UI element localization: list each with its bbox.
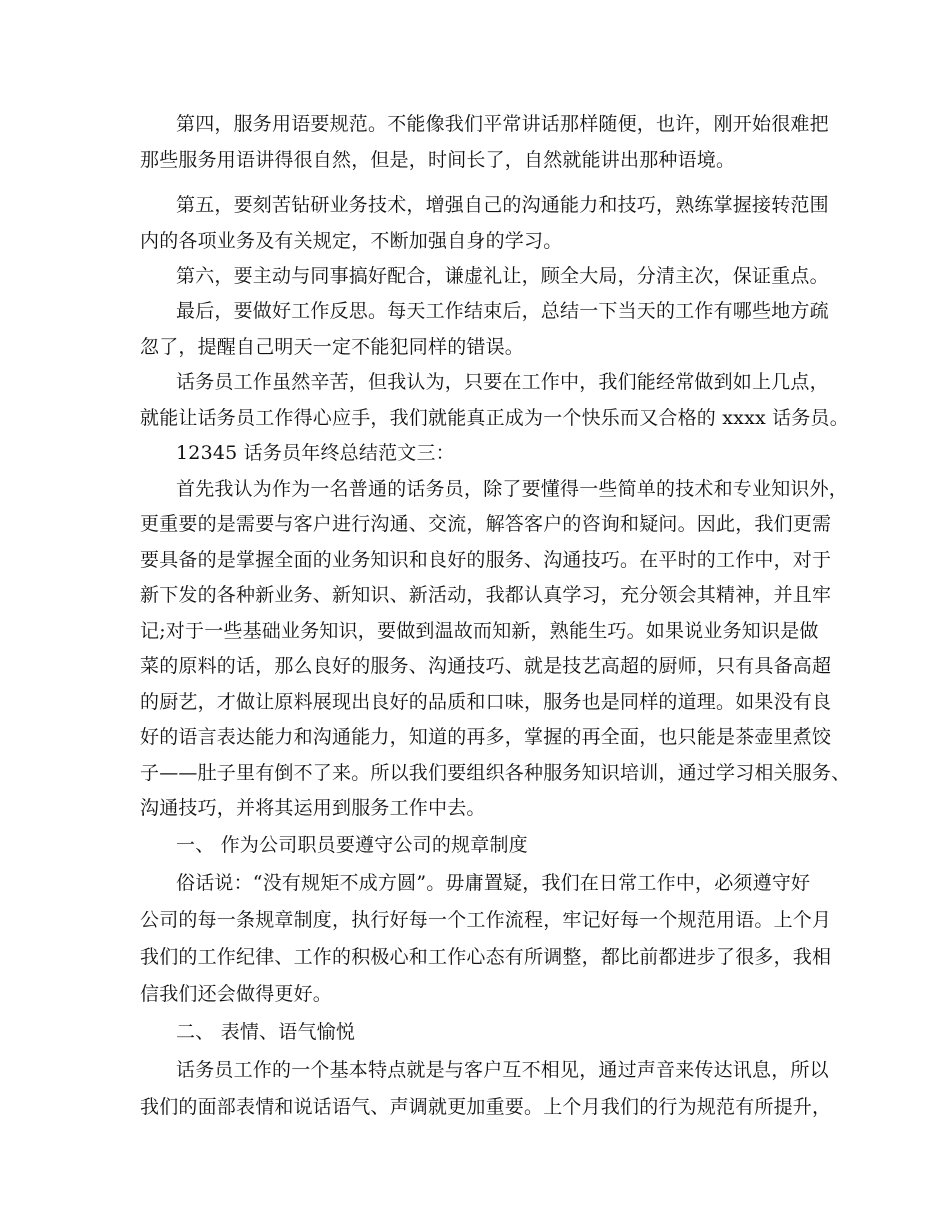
paragraph-line: 沟通技巧，并将其运用到服务工作中去。 <box>140 797 486 819</box>
paragraph-line: 公司的每一条规章制度，执行好每一个工作流程，牢记好每一个规范用语。上个月 <box>140 909 832 931</box>
section-title: 12345 话务员年终总结范文三： <box>176 442 455 464</box>
paragraph-line: 新下发的各种新业务、新知识、新活动，我都认真学习，充分领会其精神，并且牢 <box>140 584 832 606</box>
paragraph-line: 就能让话务员工作得心应手，我们就能真正成为一个快乐而又合格的 xxxx 话务员。 <box>140 407 849 429</box>
paragraph-line: 的厨艺，才做让原料展现出良好的品质和口味，服务也是同样的道理。如果没有良 <box>140 691 832 713</box>
paragraph-line: 记;对于一些基础业务知识，要做到温故而知新，熟能生巧。如果说业务知识是做 <box>140 620 819 642</box>
paragraph-line: 好的语言表达能力和沟通能力，知道的再多，掌握的再全面，也只能是茶壶里煮饺 <box>140 726 832 748</box>
paragraph-line: 话务员工作的一个基本特点就是与客户互不相见，通过声音来传达讯息，所以 <box>176 1059 829 1081</box>
paragraph-line: 那些服务用语讲得很自然，但是，时间长了，自然就能讲出那种语境。 <box>140 149 736 171</box>
paragraph-line: 我们的面部表情和说话语气、声调就更加重要。上个月我们的行为规范有所提升， <box>140 1096 832 1118</box>
paragraph-line: 首先我认为作为一名普通的话务员，除了要懂得一些简单的技术和专业知识外， <box>176 478 849 500</box>
paragraph-line: 我们的工作纪律、工作的积极心和工作心态有所调整，都比前都进步了很多，我相 <box>140 946 832 968</box>
paragraph-line: 忽了，提醒自己明天一定不能犯同样的错误。 <box>140 336 525 358</box>
paragraph-line: 第五，要刻苦钻研业务技术，增强自己的沟通能力和技巧，熟练掌握接转范围 <box>176 194 829 216</box>
paragraph-line: 话务员工作虽然辛苦，但我认为，只要在工作中，我们能经常做到如上几点， <box>176 371 829 393</box>
paragraph-line: 内的各项业务及有关规定，不断加强自身的学习。 <box>140 230 563 252</box>
paragraph-line: 第六，要主动与同事搞好配合，谦虚礼让，顾全大局，分清主次，保证重点。 <box>176 265 829 287</box>
paragraph-line: 要具备的是掌握全面的业务知识和良好的服务、沟通技巧。在平时的工作中，对于 <box>140 549 832 571</box>
paragraph-line: 信我们还会做得更好。 <box>140 983 333 1005</box>
section-heading-one: 一、 作为公司职员要遵守公司的规章制度 <box>176 834 528 856</box>
paragraph-line: 俗话说：“没有规矩不成方圆”。毋庸置疑，我们在日常工作中，必须遵守好 <box>176 872 811 894</box>
paragraph-line: 子——肚子里有倒不了来。所以我们要组织各种服务知识培训，通过学习相关服务、 <box>140 762 851 784</box>
paragraph-line: 最后，要做好工作反思。每天工作结束后，总结一下当天的工作有哪些地方疏 <box>176 300 829 322</box>
paragraph-line: 第四，服务用语要规范。不能像我们平常讲话那样随便，也许，刚开始很难把 <box>176 113 829 135</box>
paragraph-line: 更重要的是需要与客户进行沟通、交流，解答客户的咨询和疑问。因此，我们更需 <box>140 513 832 535</box>
paragraph-line: 菜的原料的话，那么良好的服务、沟通技巧、就是技艺高超的厨师，只有具备高超 <box>140 655 832 677</box>
section-heading-two: 二、 表情、语气愉悦 <box>176 1021 356 1043</box>
